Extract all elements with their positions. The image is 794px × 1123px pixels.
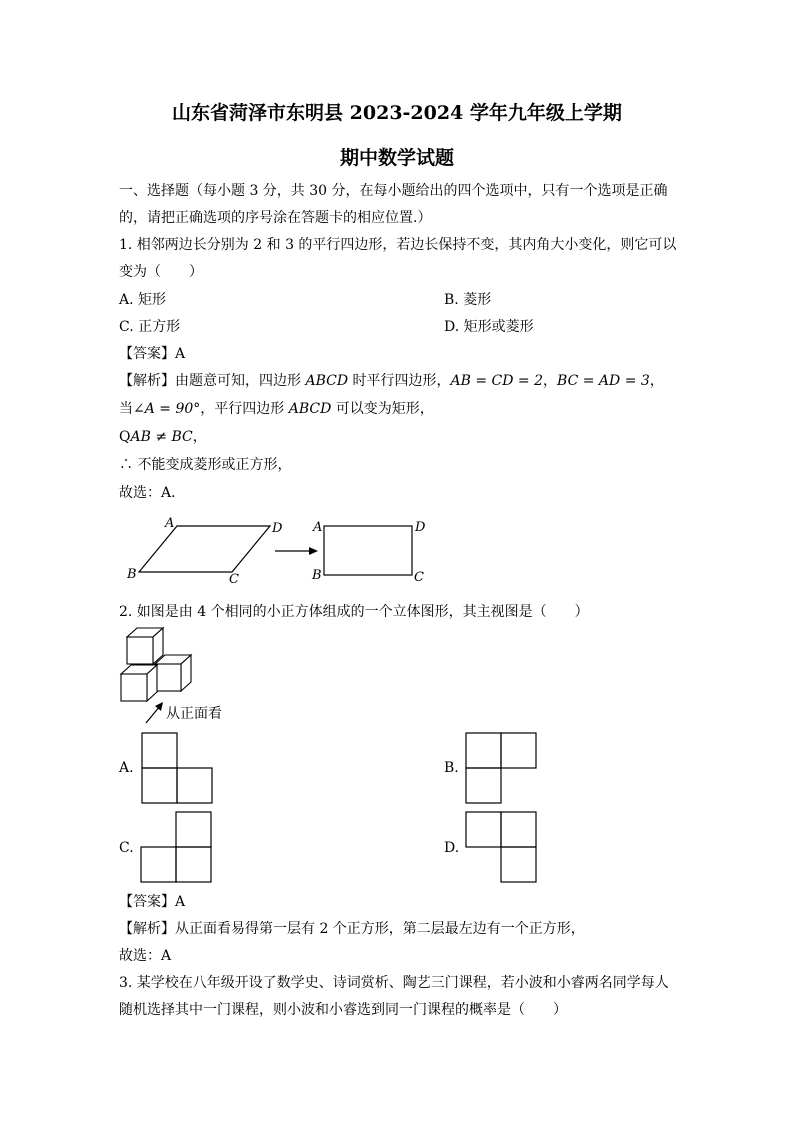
vertex-label-a: A — [313, 520, 323, 535]
q1-stem-line-1: 1. 相邻两边长分别为 2 和 3 的平行四边形，若边长保持不变，其内角大小变化，则它可以 — [119, 237, 677, 253]
analysis-label: 【解析】 — [119, 921, 175, 937]
q2-option-b-figure — [464, 731, 538, 805]
arrow-head-icon — [155, 702, 163, 711]
analysis-text: 由题意可知，四边形 — [175, 373, 306, 389]
q2-stem: 2. 如图是由 4 个相同的小正方体组成的一个立体图形，其主视图是（ ） — [119, 604, 589, 620]
q1-answer: 【答案】A — [119, 346, 186, 362]
q1-analysis-line-2 — [119, 398, 434, 418]
math-expression: AB ≠ BC — [130, 429, 193, 445]
analysis-text: ， — [543, 373, 558, 389]
q2-option-c-figure — [138, 810, 214, 884]
q1-choice: 故选：A． — [119, 485, 186, 501]
page-title: 山东省菏泽市东明县 2023-2024 学年九年级上学期 — [172, 102, 622, 124]
q1-analysis-line-4: ∴ 不能变成菱形或正方形， — [119, 457, 292, 473]
section-intro-line-1: 一、选择题（每小题 3 分，共 30 分，在每小题给出的四个选项中，只有一个选项是正确 — [119, 183, 668, 199]
vertex-label-b: B — [312, 568, 322, 583]
analysis-text: ，平行四边形 — [200, 401, 289, 417]
analysis-text: ， — [192, 429, 207, 445]
page-subtitle: 期中数学试题 — [339, 147, 454, 169]
vertex-label-c: C — [414, 570, 424, 585]
q2-answer: 【答案】A — [119, 894, 186, 910]
q1-analysis-line-1 — [119, 370, 664, 390]
q1-option-a: A. 矩形 — [119, 292, 167, 308]
q1-figure — [118, 510, 438, 590]
q2-analysis — [119, 918, 585, 938]
vertex-label-a: A — [165, 516, 175, 531]
analysis-text: Q — [119, 429, 131, 445]
rectangle-shape — [324, 526, 412, 575]
analysis-text: 可以变为矩形， — [331, 401, 434, 417]
q1-option-c: C. 正方形 — [119, 319, 181, 335]
analysis-text: ， — [649, 373, 664, 389]
q1-option-d: D. 矩形或菱形 — [444, 319, 534, 335]
vertex-label-d: D — [272, 521, 283, 536]
view-direction-label: 从正面看 — [166, 706, 222, 722]
q2-option-b-label: B. — [444, 760, 459, 776]
vertex-label-b: B — [127, 567, 137, 582]
q2-option-a-figure — [140, 731, 214, 805]
vertex-label-c: C — [229, 572, 239, 587]
math-expression: ABCD — [288, 401, 332, 417]
analysis-text: 当 — [119, 401, 133, 417]
view-arrow-icon — [146, 706, 160, 723]
q2-option-a-label: A. — [119, 760, 134, 776]
section-intro-line-2: 的，请把正确选项的序号涂在答题卡的相应位置.） — [119, 210, 432, 226]
math-expression: ABCD — [305, 373, 349, 389]
math-expression: ∠A = 90° — [133, 401, 201, 417]
parallelogram-shape — [139, 526, 270, 572]
q3-stem-line-2: 随机选择其中一门课程，则小波和小睿选到同一门课程的概率是（ ） — [119, 1002, 567, 1018]
q1-option-b: B. 菱形 — [444, 292, 492, 308]
analysis-text: 时平行四边形， — [348, 373, 451, 389]
q2-option-d-label: D. — [444, 840, 460, 856]
q1-analysis-line-3 — [119, 426, 207, 446]
vertex-label-d: D — [415, 520, 426, 535]
math-expression: BC = AD = 3 — [557, 373, 650, 389]
analysis-label: 【解析】 — [119, 373, 175, 389]
arrow-head-icon — [309, 547, 318, 555]
q2-option-d-figure — [464, 810, 538, 884]
q1-stem-line-2: 变为（ ） — [119, 264, 203, 280]
q2-choice: 故选：A — [119, 948, 172, 964]
q2-option-c-label: C. — [119, 840, 134, 856]
math-expression: AB = CD = 2 — [450, 373, 544, 389]
analysis-text: 从正面看易得第一层有 2 个正方形，第二层最左边有一个正方形， — [175, 921, 585, 937]
q3-stem-line-1: 3. 某学校在八年级开设了数学史、诗词赏析、陶艺三门课程，若小波和小睿两名同学每人 — [119, 975, 669, 991]
